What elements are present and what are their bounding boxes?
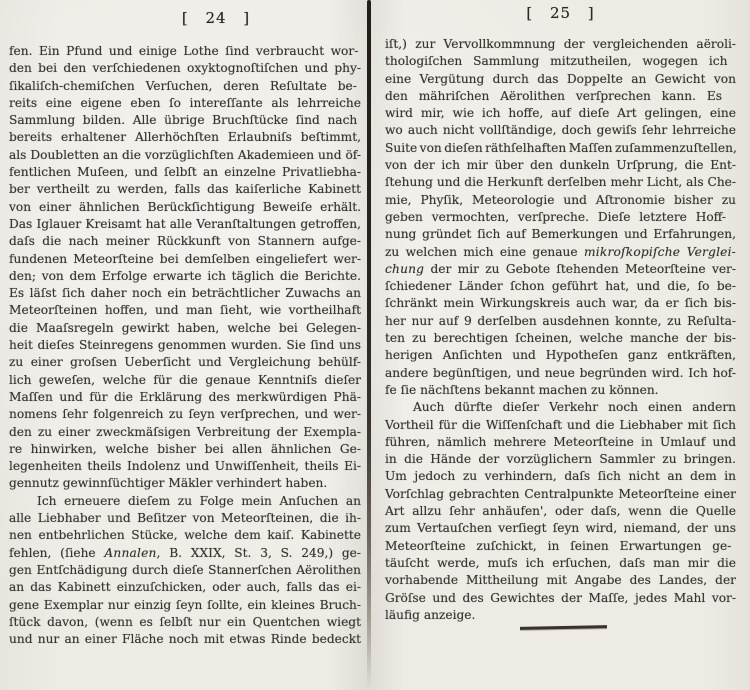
text-line: Suite von dieſen räthſelhaften Maſſen zuſammenzuſtellen, (385, 140, 737, 155)
text-line: fundenen Meteorſteine bei demſelben eingeliefert wer- (9, 251, 361, 266)
text-line: reits eine eigene eben ſo intereſſante als lehrreiche (9, 95, 361, 110)
text-line: Um jedoch zu verhindern, daſs ſich nicht an dem in (385, 469, 736, 484)
text-line: ſikaliſch-chemiſchen Verſuchen, deren Reſultate be- (9, 78, 357, 93)
text-line: ſtück davon, (wenn es ſelbſt nur ein Quentchen wiegt (9, 614, 361, 629)
page-25-number-header: [ 25 ] (526, 4, 595, 22)
italic-citation: chung (385, 261, 425, 276)
text-line: iſt,) zur Vervollkommnung der vergleichenden aëroli- (385, 37, 736, 51)
text-line: Meteorſteine zuſchickt, in ſeinen Erwartungen ge- (385, 538, 732, 553)
text-line: gen Entſchädigung durch dieſe Stannerſchen Aërolithen (9, 562, 361, 577)
text-line: nomens ſehr folgenreich zu ſeyn verſprechen, und wer- (9, 407, 361, 422)
text-line: die Maaſsregeln gewirkt haben, welche bei Gelegen- (9, 320, 361, 335)
text-line: den mähriſchen Aërolithen verſprechen kann. Es (385, 88, 723, 103)
text-line: chung der mir zu Gebote ſtehenden Meteorſteine ver- (385, 261, 736, 276)
text-line: Es läſst ſich daher noch ein beträchtlicher Zuwachs an (9, 286, 361, 301)
text-line: gennutz gewinnſüchtiger Mäkler verhindert haben. (9, 476, 328, 491)
text-line: ten zu berechtigen ſcheinen, welche manche der bis- (385, 331, 736, 346)
text-line: von einer ähnlichen Berückſichtigung Beweiſe erhält. (9, 199, 361, 214)
text-line: ber vertheilt zu werden, falls das kaiſerliche Kabinett (9, 182, 361, 197)
text-line: andere begünſtigen, und neue begründen wird. Ich hof- (385, 365, 736, 380)
text-line: den bei den verſchiedenen oxyktognoſtiſchen und phy- (9, 61, 361, 76)
text-line: von der ich mir über den dunkeln Urſprung, die Ent- (385, 158, 736, 173)
text-line: läufig anzeige. (385, 607, 476, 622)
text-line: nen entbehrlichen Stücke, welche dem kaiſ. Kabinette (9, 528, 361, 543)
text-line: Vortheil für die Wiſſenſchaft und die Liebhaber mit ſich (385, 417, 736, 432)
italic-citation: Annalen (104, 545, 157, 560)
text-line: fehlen, (ſiehe Annalen, B. XXIX, St. 3, S. 249,) ge- (9, 545, 361, 560)
text-line: herigen Anſichten und Hypotheſen ganz entkräften, (385, 348, 736, 363)
page-24 (9, 0, 361, 690)
text-line: legenheiten theils Indolenz und Unwiſſenheit, theils Ei- (9, 459, 361, 474)
text-line: her nur auf 9 derſelben ausdehnen konnte, zu Reſulta- (385, 313, 736, 328)
text-line: vorhabende Mittheilung mit Angabe des Landes, der (385, 573, 736, 588)
text-line: den; von dem Erfolge erwarte ich täglich die Berichte. (9, 268, 361, 283)
text-line: Auch dürfte dieſer Verkehr noch einen andern (413, 400, 736, 415)
text-line: fentlichen Muſeen, und ſelbſt an einzelne Privatliebha- (9, 165, 361, 180)
text-line: ſtehung und die Herkunft derſelben mehr Licht, als Che- (385, 175, 736, 190)
text-line: zum Vertauſchen verſiegt ſeyn wird, niemand, der uns (385, 521, 736, 536)
text-line: Vorſchlag gebrachten Centralpunkte Meteorſteine einer (385, 486, 736, 501)
italic-citation: mikroſkopiſche Verglei- (584, 244, 736, 259)
text-line: eine Vergütung durch das Doppelte an Gewicht von (385, 71, 736, 86)
text-line: Das Iglauer Kreisamt hat alle Veranſtaltungen getroffen, (9, 216, 361, 231)
page-24-number-header: [ 24 ] (181, 9, 251, 27)
text-line: heit dieſes Steinregens genommen wurden. Sie ſind uns (9, 338, 361, 353)
text-line: mie, Phyſik, Meteorologie und Aſtronomie bisher zu (385, 192, 736, 207)
page-24-text (9, 43, 361, 648)
text-line: ſchränkt mein Wirkungskreis auch war, da er ſich bis- (385, 296, 736, 311)
text-line: lich geweſen, welche für die genaue Kenntniſs dieſer (9, 372, 361, 387)
text-line: Maſſen und für die Erklärung des merkwürdigen Phä- (9, 389, 361, 404)
text-line: den zu einer zweckmäſsigen Verbreitung der Exempla- (9, 424, 361, 439)
text-line: alle Liebhaber und Beſitzer von Meteorſteinen, die ih- (9, 511, 361, 526)
section-end-rule (520, 625, 607, 630)
text-line: nung gründet ſich auf Bemerkungen und Erfahrungen, (385, 227, 736, 242)
text-line: und nur an einer Fläche noch mit etwas Rinde bedeckt (9, 632, 361, 647)
text-line: gene Exemplar nur einzig ſeyn ſollte, ein kleines Bruch- (9, 597, 361, 612)
text-line: wird mir, wie ich hoffe, auf dieſe Art gelingen, eine (385, 106, 736, 121)
text-line: zu welchen mich eine genaue mikroſkopiſche Verglei- (385, 244, 736, 259)
text-line: fen. Ein Pfund und einige Lothe ſind verbraucht wor- (9, 44, 359, 58)
text-line: Sammlung bilden. Alle übrige Bruchſtücke ſind nach (9, 113, 358, 128)
text-line: Gröſse und des Gewichtes der Maſſe, jedes Mahl vor- (385, 590, 736, 605)
text-line: wo auch nicht vollſtändige, doch gewiſs ſehr lehrreiche (385, 123, 736, 138)
text-line: fe ſie nächſtens bekannt machen zu können. (385, 382, 659, 397)
text-line: Ich erneuere dieſem zu Folge mein Anſuchen an (37, 493, 361, 508)
text-line: führen, nämlich mehrere Meteorſteine in Umlauf und (385, 434, 736, 449)
text-line: Meteorſteinen hoffen, und man ſieht, wie vortheilhaft (9, 303, 361, 318)
text-line: thologiſchen Sammlung mitzutheilen, wogegen ich (385, 54, 728, 69)
text-line: geben vermochten, verſpreche. Dieſe letztere Hoff- (385, 209, 727, 224)
text-line: täuſcht werde, muſs ich erſuchen, daſs man mir die (385, 555, 736, 570)
text-line: zu einer groſsen Ueberſicht und Vergleichung behülf- (9, 355, 361, 370)
page-gutter-line (367, 0, 371, 688)
text-line: als Doubletten an die vorzüglichſten Akademieen und öf- (9, 147, 361, 162)
text-line: re hinwirken, welche bisher bei allen ähnlichen Ge- (9, 441, 361, 456)
text-line: daſs die nach meiner Rückkunft von Stannern aufge- (9, 234, 361, 249)
text-line: an das Kabinett einzuſchicken, oder auch, falls das ei- (9, 580, 361, 595)
text-line: bereits erhaltener Allerhöchſten Erlaubniſs beſtimmt, (9, 130, 361, 145)
page-25 (385, 0, 736, 690)
text-line: ſchiedener Länder ſchon geführt hat, und die, ſo be- (385, 279, 736, 294)
page-25-text (385, 36, 736, 624)
text-line: in die Hände der vorzüglichern Sammler zu bringen. (385, 452, 736, 467)
text-line: Art allzu ſehr anhäufen', oder daſs, wenn die Quelle (385, 504, 736, 519)
